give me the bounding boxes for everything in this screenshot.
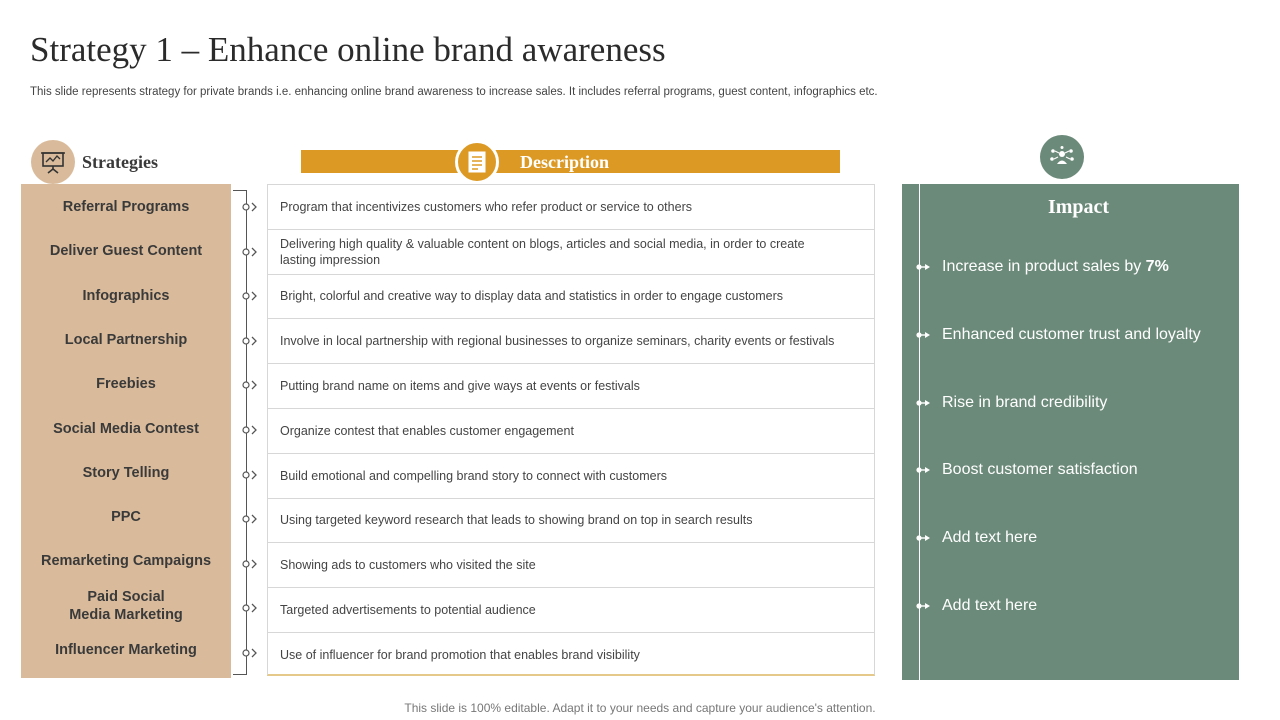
- description-row: Targeted advertisements to potential audience: [268, 588, 874, 633]
- impact-bullet-icon: [914, 601, 932, 611]
- strategy-item: Local Partnership: [64, 331, 188, 348]
- description-row: Delivering high quality & valuable content on blogs, articles and social media, in order to create lasting impression: [268, 230, 874, 275]
- impact-item: [942, 326, 1201, 344]
- impact-item: [942, 394, 1107, 412]
- presentation-board-icon: [31, 140, 75, 184]
- description-row: Showing ads to customers who visited the site: [268, 543, 874, 588]
- description-row: Putting brand name on items and give ways at events or festivals: [268, 364, 874, 409]
- description-row: Use of influencer for brand promotion that enables brand visibility: [280, 648, 640, 663]
- impact-heading: Impact: [1047, 196, 1110, 218]
- impact-item-text: Add text here: [942, 529, 1038, 547]
- strategies-heading: Strategies: [82, 152, 158, 172]
- strategy-item: Freebies: [96, 376, 156, 393]
- connector-bottom: [233, 674, 247, 675]
- page-subtitle: This slide represents strategy for private brands i.e. enhancing online brand awareness to increase sales. It includes referral programs, guest content, infographics etc.: [30, 86, 878, 98]
- impact-item: [942, 529, 1037, 547]
- connector-node-icon: [241, 558, 261, 570]
- impact-bullet-icon: [914, 533, 932, 543]
- description-row: Using targeted keyword research that leads to showing brand on top in search results: [268, 499, 874, 544]
- strategy-item: Paid Social Media Marketing: [69, 588, 183, 623]
- impact-item: [942, 597, 1037, 615]
- connector-node-icon: [241, 469, 261, 481]
- connector-node-icon: [241, 647, 261, 659]
- connector-node-icon: [241, 246, 261, 258]
- connector-node-icon: [241, 201, 261, 213]
- impact-bullet-icon: [914, 465, 932, 475]
- document-icon: [455, 140, 499, 184]
- page-title: Strategy 1 – Enhance online brand awareness: [30, 30, 666, 69]
- connector-top: [233, 190, 247, 191]
- network-person-icon: [1040, 135, 1084, 179]
- description-row: Organize contest that enables customer engagement: [268, 409, 874, 454]
- strategy-item: Referral Programs: [62, 199, 190, 215]
- impact-item-text: Enhanced customer trust and loyalty: [942, 325, 1201, 343]
- strategy-item: Remarketing Campaigns: [40, 553, 212, 570]
- strategy-item: PPC: [111, 509, 141, 526]
- description-row: Bright, colorful and creative way to display data and statistics in order to engage customers: [268, 275, 874, 320]
- strategy-item: Infographics: [82, 287, 170, 304]
- impact-item-text: Rise in brand credibility: [942, 393, 1108, 411]
- impact-item-text: Increase in product sales by: [942, 258, 1146, 275]
- impact-item-text: Boost customer satisfaction: [942, 461, 1138, 479]
- connector-node-icon: [241, 379, 261, 391]
- description-row: Build emotional and compelling brand story to connect with customers: [268, 454, 874, 499]
- description-heading: Description: [520, 152, 609, 172]
- strategy-item: Story Telling: [82, 464, 170, 481]
- impact-item-text: Add text here: [942, 597, 1038, 614]
- impact-item: [942, 258, 1169, 276]
- impact-item: [942, 461, 1138, 479]
- connector-node-icon: [241, 424, 261, 436]
- connector-node-icon: [241, 513, 261, 525]
- impact-bullet-icon: [914, 398, 932, 408]
- impact-item-highlight: 7%: [1145, 258, 1169, 275]
- strategy-item: Influencer Marketing: [55, 642, 197, 658]
- description-row: Involve in local partnership with regional businesses to organize seminars, charity events or festivals: [268, 319, 874, 364]
- footer-note: This slide is 100% editable. Adapt it to your needs and capture your audience's attention.: [404, 701, 876, 715]
- strategy-item: Social Media Contest: [53, 420, 199, 437]
- strategies-list: [21, 184, 231, 678]
- connector-node-icon: [241, 602, 261, 614]
- connector-node-icon: [241, 290, 261, 302]
- strategy-item: Deliver Guest Content: [49, 243, 203, 260]
- description-table: [267, 184, 875, 676]
- impact-bullet-icon: [914, 330, 932, 340]
- description-row: Program that incentivizes customers who refer product or service to others: [268, 185, 874, 230]
- connector-node-icon: [241, 335, 261, 347]
- impact-bullet-icon: [914, 262, 932, 272]
- impact-panel: [902, 184, 1239, 680]
